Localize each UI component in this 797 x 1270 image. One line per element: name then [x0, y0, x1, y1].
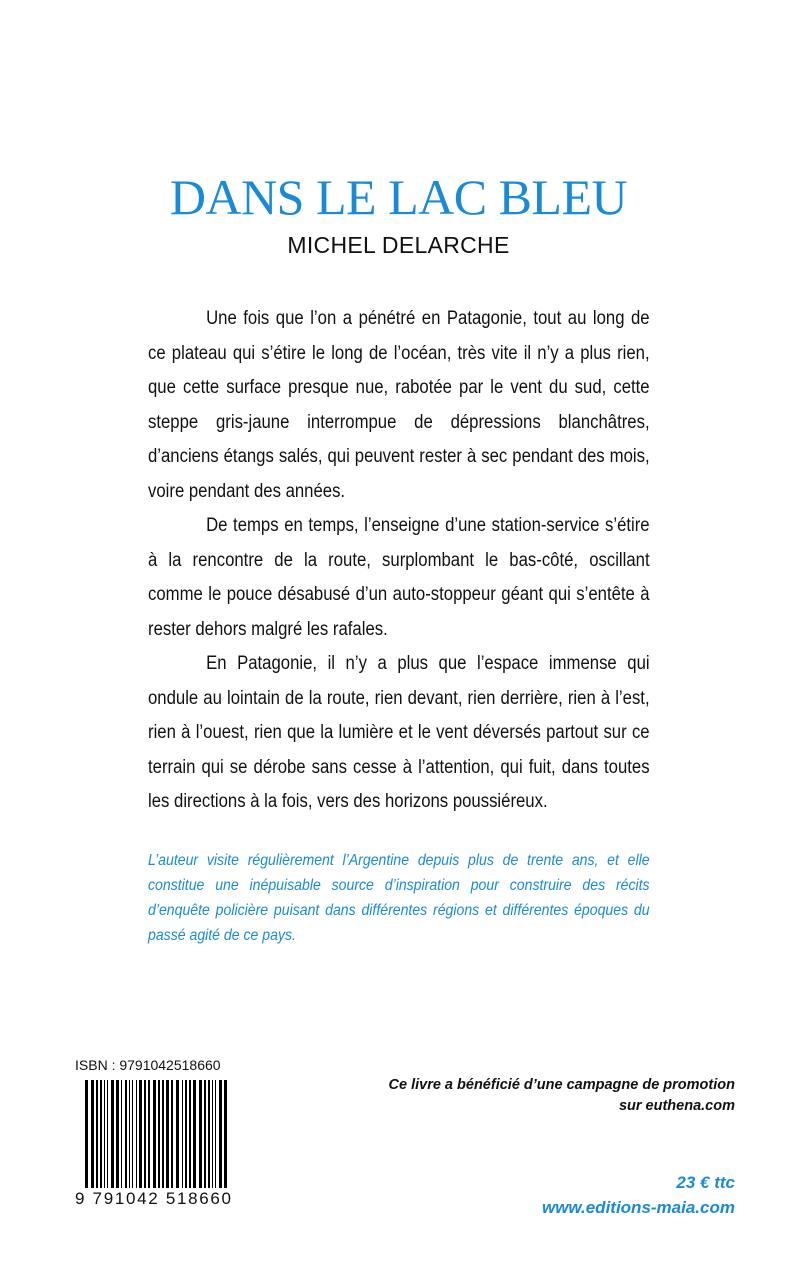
barcode-digits: 9 791042 518660 [75, 1189, 231, 1206]
barcode-bar [162, 1080, 164, 1200]
barcode-bar [212, 1080, 213, 1200]
price-block [542, 1170, 735, 1220]
barcode-bar [111, 1080, 114, 1200]
barcode-bar [153, 1080, 156, 1200]
author-name: MICHEL DELARCHE [287, 232, 510, 258]
barcode-bar [204, 1080, 206, 1200]
promotion-note [389, 1075, 735, 1117]
barcode-bar [176, 1080, 179, 1200]
barcode-bar [215, 1080, 216, 1200]
synopsis-paragraph: Une fois que l’on a pénétré en Patagonie, tout au long de ce plateau qui s’étire le long de l’océan, très vite il n’y a plus rien, que cette surface presque nue, rabotée par le vent du sud, cette steppe gris-jaune interrompue de dépressions blanchâtres, d’anciens étangs salés, qui peuvent rester à sec pendant des mois, voire pendant des années. [148, 308, 650, 502]
barcode-bar [193, 1080, 196, 1200]
barcode-bar [139, 1080, 142, 1200]
barcode-bar [166, 1080, 169, 1200]
barcode-bar [85, 1080, 88, 1200]
barcode-bar [125, 1080, 127, 1200]
barcode [75, 1080, 231, 1206]
barcode-bar [144, 1080, 146, 1200]
barcode-bar [185, 1080, 187, 1200]
barcode-bar [199, 1080, 202, 1200]
barcode-bar [132, 1080, 133, 1200]
publisher-website[interactable]: www.editions-maia.com [541, 1198, 735, 1217]
barcode-bar [107, 1080, 108, 1200]
barcode-bar [96, 1080, 98, 1200]
isbn-label: ISBN : 9791042518660 [75, 1057, 221, 1073]
synopsis-paragraph: En Patagonie, il n’y a plus que l’espace immense qui ondule au lointain de la route, rien devant, rien derrière, rien à l’est, rien à l’ouest, rien que la lumière et le vent déversés partout sur ce terrain qui se dérobe sans cesse à l’attention, qui fuit, dans toutes les directions à la fois, vers des horizons poussiéreux. [148, 653, 650, 812]
barcode-bar [189, 1080, 191, 1200]
book-title: DANS LE LAC BLEU [169, 169, 628, 225]
barcode-bar [182, 1080, 183, 1200]
barcode-bar [208, 1080, 210, 1200]
price: 23 € ttc [676, 1173, 735, 1192]
barcode-bar [121, 1080, 122, 1200]
barcode-bar [171, 1080, 173, 1200]
barcode-bar [91, 1080, 94, 1200]
text-column [148, 302, 650, 948]
synopsis [148, 302, 650, 820]
promotion-line: Ce livre a bénéficié d’une campagne de promotion [388, 1077, 735, 1093]
promotion-line: sur euthena.com [618, 1098, 735, 1114]
barcode-bar [136, 1080, 137, 1200]
synopsis-paragraph: De temps en temps, l’enseigne d’une station-service s’étire à la rencontre de la route, surplombant le bas-côté, oscillant comme le pouce désabusé d’un auto-stoppeur géant qui s’entête à rester dehors malgré les rafales. [148, 515, 650, 640]
barcode-bar [219, 1080, 222, 1200]
barcode-bar [116, 1080, 119, 1200]
barcode-bar [129, 1080, 130, 1200]
barcode-bar [104, 1080, 105, 1200]
barcode-bar [100, 1080, 102, 1200]
barcode-bar [158, 1080, 160, 1200]
barcode-bar [148, 1080, 150, 1200]
barcode-bar [224, 1080, 227, 1200]
author-blurb: L’auteur visite régulièrement l’Argentine depuis plus de trente ans, et elle constitue une inépuisable source d’inspiration pour construire des récits d’enquête policière puisant dans différentes régions et différentes époques du passé agité de ce pays. [148, 851, 650, 944]
